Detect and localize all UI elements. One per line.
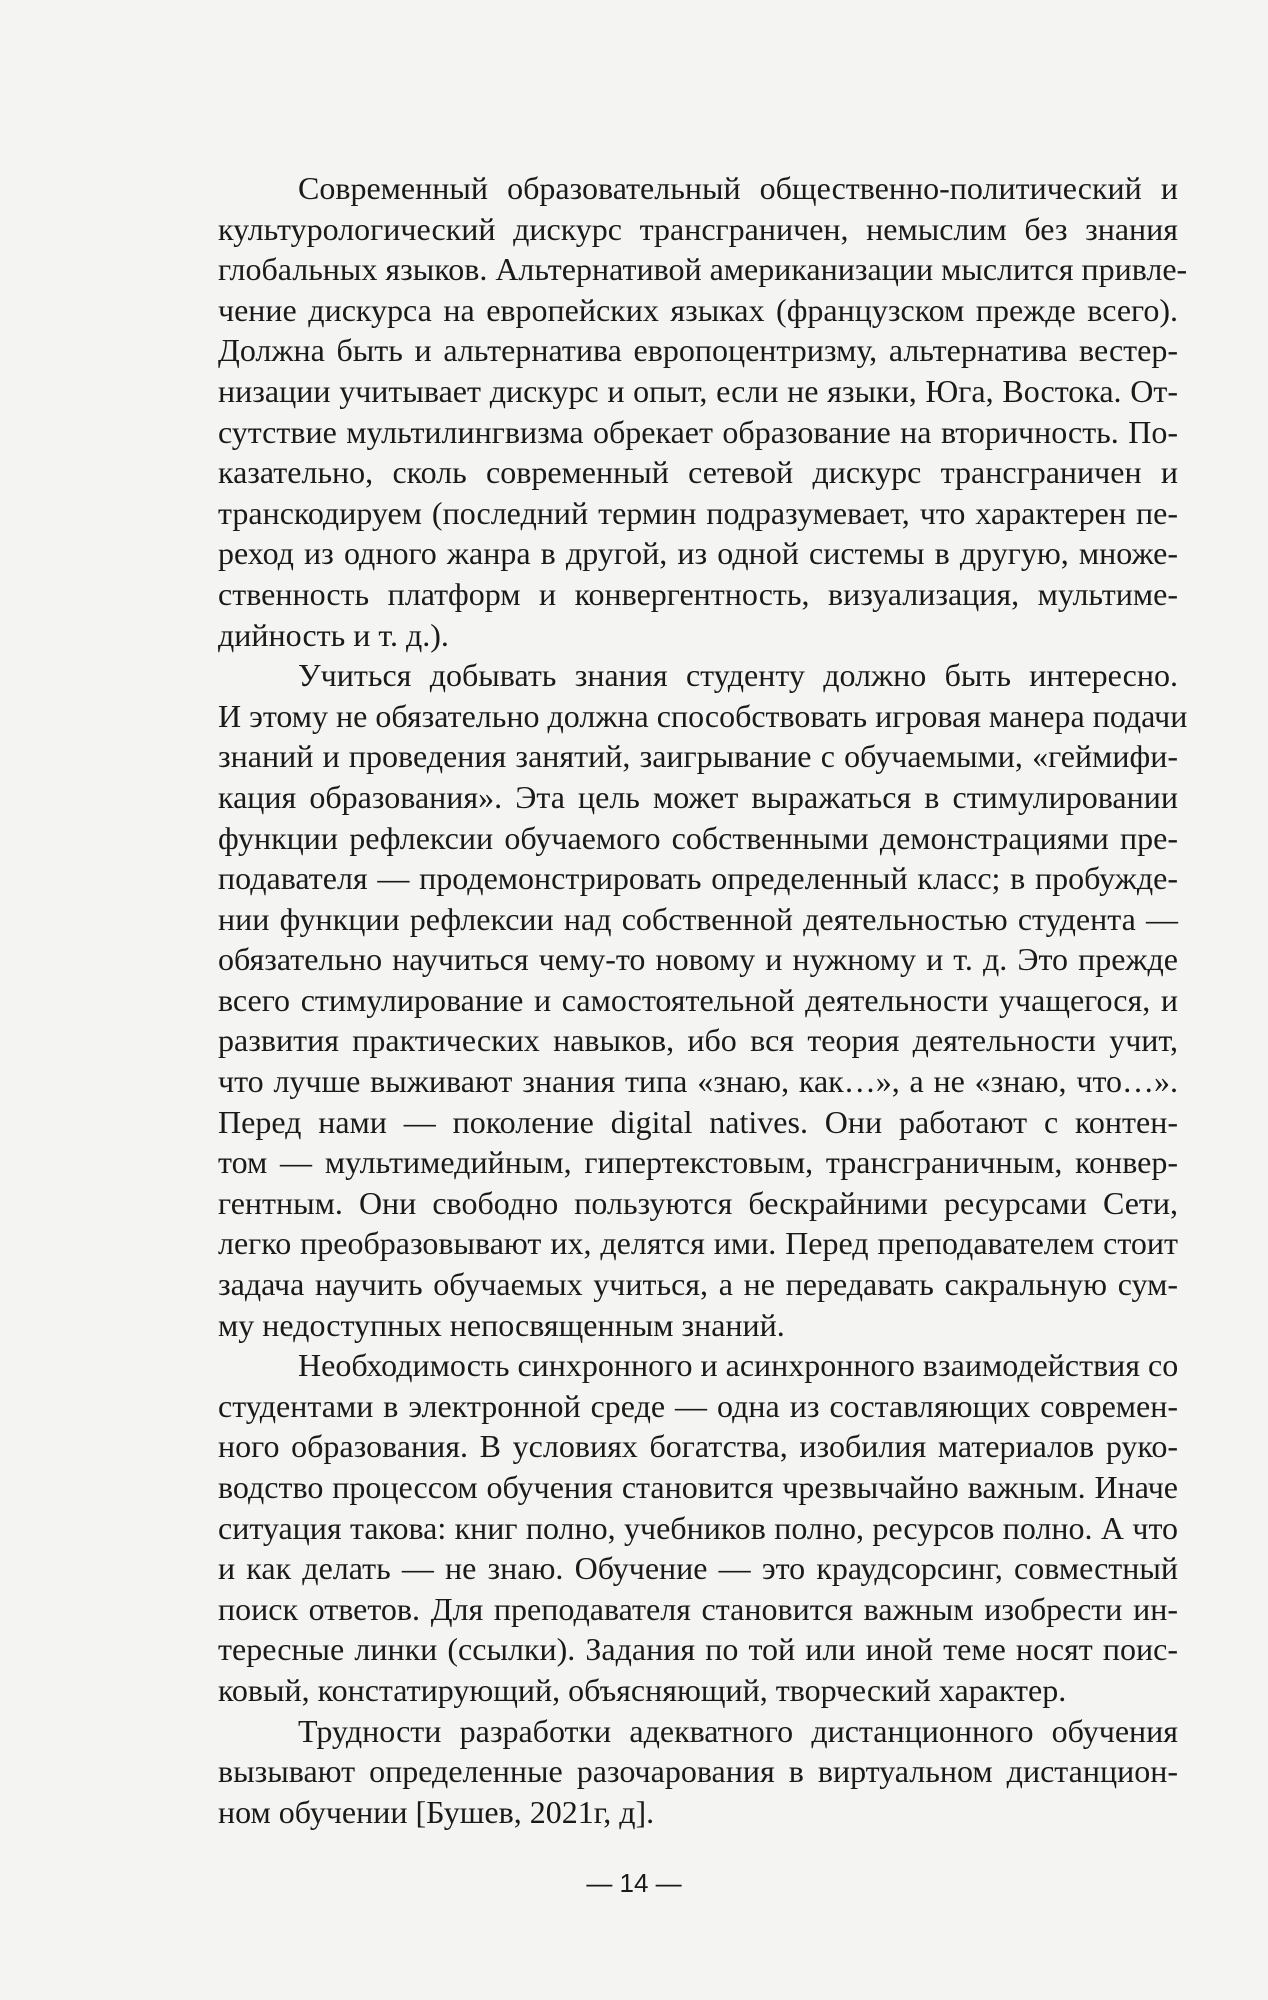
text-line: вызывают определенные разочарования в виртуальном дистанцион- <box>218 1753 1178 1790</box>
text-line: му недоступных непосвященным знаний. <box>218 1306 785 1343</box>
text-line: всего стимулирование и самостоятельной деятельности учащегося, и <box>218 981 1178 1018</box>
text-line: ного образования. В условиях богатства, изобилия материалов руко- <box>218 1428 1178 1465</box>
text-line: тересные линки (ссылки). Задания по той или иной теме носят поис- <box>218 1631 1178 1668</box>
paragraph <box>218 655 1188 1345</box>
text-line: чение дискурса на европейских языках (французском прежде всего). <box>218 291 1178 328</box>
text-line: Должна быть и альтернатива европоцентризму, альтернатива вестер- <box>218 332 1178 369</box>
text-line: гентным. Они свободно пользуются бескрайними ресурсами Сети, <box>218 1184 1178 1221</box>
text-line: глобальных языков. Альтернативой американизации мыслится привле- <box>218 251 1188 288</box>
text-line: Перед нами — поколение digital natives. Они работают с контен- <box>218 1103 1178 1140</box>
page-number: — 14 — <box>586 1868 682 1898</box>
paragraph <box>218 1711 1178 1833</box>
text-line: функции рефлексии обучаемого собственными демонстрациями пре- <box>218 819 1178 856</box>
text-line: подавателя — продемонстрировать определенный класс; в пробужде- <box>218 860 1178 897</box>
text-line: сутствие мультилингвизма обрекает образование на вторичность. По- <box>218 413 1178 450</box>
text-line: ственность платформ и конвергентность, визуализация, мультиме- <box>218 575 1178 612</box>
text-line: знаний и проведения занятий, заигрывание с обучаемыми, «геймифи- <box>218 738 1178 775</box>
text-line: Трудности разработки адекватного дистанционного обучения <box>298 1712 1178 1749</box>
text-line: Необходимость синхронного и асинхронного взаимодействия со <box>298 1347 1179 1384</box>
text-line: И этому не обязательно должна способствовать игровая манера подачи <box>218 697 1188 734</box>
text-line: том — мультимедийным, гипертекстовым, трансграничным, конвер- <box>218 1144 1178 1181</box>
paragraph <box>218 1345 1178 1710</box>
text-line: и как делать — не знаю. Обучение — это краудсорсинг, совместный <box>218 1550 1178 1587</box>
text-line: транскодируем (последний термин подразумевает, что характерен пе- <box>218 494 1178 531</box>
text-line: поиск ответов. Для преподавателя становится важным изобрести ин- <box>218 1590 1178 1627</box>
text-line: обязательно научиться чему-то новому и нужному и т. д. Это прежде <box>218 941 1178 978</box>
text-line: Современный образовательный общественно-политический и <box>298 170 1178 206</box>
text-line: ном обучении [Бушев, 2021г, д]. <box>218 1793 655 1830</box>
text-line: низации учитывает дискурс и опыт, если не языки, Юга, Востока. От- <box>218 372 1178 409</box>
text-line: что лучше выживают знания типа «знаю, как…», а не «знаю, что…». <box>218 1063 1178 1100</box>
text-line: задача научить обучаемых учиться, а не передавать сакральную сум- <box>218 1266 1178 1303</box>
text-line: культурологический дискурс трансграничен, немыслим без знания <box>218 210 1178 247</box>
text-line: студентами в электронной среде — одна из составляющих современ- <box>218 1387 1178 1424</box>
text-line: ситуация такова: книг полно, учебников полно, ресурсов полно. А что <box>218 1509 1178 1546</box>
text-line: кация образования». Эта цель может выражаться в стимулировании <box>218 778 1178 815</box>
text-line: казательно, сколь современный сетевой дискурс трансграничен и <box>218 454 1178 491</box>
text-line: водство процессом обучения становится чрезвычайно важным. Иначе <box>218 1469 1178 1505</box>
text-line: развития практических навыков, ибо вся теория деятельности учит, <box>218 1022 1178 1059</box>
text-line: Учиться добывать знания студенту должно быть интересно. <box>298 657 1178 694</box>
text-line: ковый, констатирующий, объясняющий, творческий характер. <box>218 1671 1067 1708</box>
paragraph <box>218 168 1188 655</box>
body-text <box>218 168 1188 1832</box>
text-line: легко преобразовывают их, делятся ими. Перед преподавателем стоит <box>218 1225 1178 1262</box>
text-line: нии функции рефлексии над собственной деятельностью студента — <box>218 900 1178 937</box>
text-line: дийность и т. д.). <box>218 616 449 653</box>
text-line: реход из одного жанра в другой, из одной системы в другую, множе- <box>218 535 1178 572</box>
